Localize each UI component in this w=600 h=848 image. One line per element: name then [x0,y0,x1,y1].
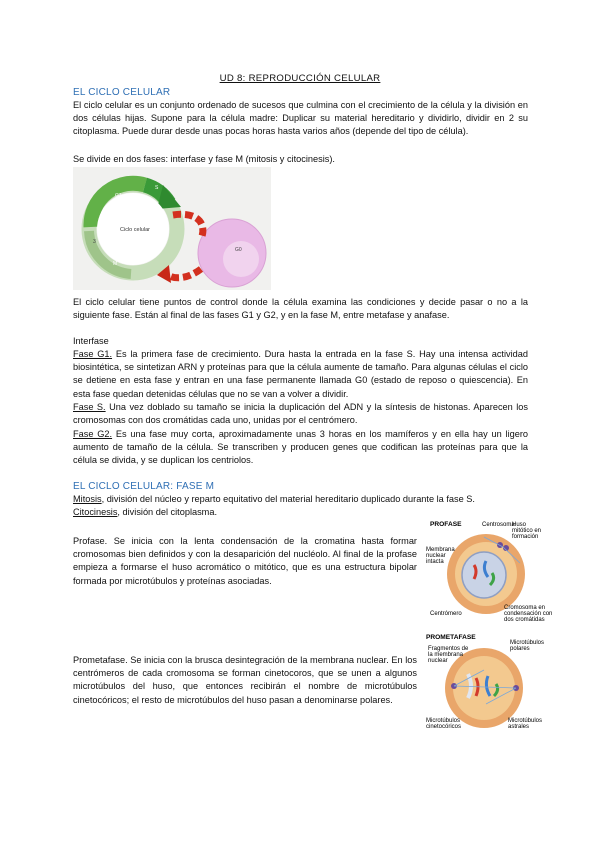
page-title: UD 8: REPRODUCCIÓN CELULAR [219,73,381,84]
cell-cycle-diagram [73,167,271,290]
paragraph-puntos-control: El ciclo celular tiene puntos de control donde la célula examina las condiciones y decide pasar o no a la siguiente fase. Están al final de las fases G1 y G2, y en la fase M, entre metafase y anafase. [73,297,528,321]
prometafase-diagram [424,630,546,738]
paragraph-intro: El ciclo celular es un conjunto ordenado de sucesos que culmina con el crecimiento de la célula y la división en dos células hijas. Supone para la célula madre: Duplicar su material hereditario y dividirlo, dividir en 2 su citoplasma. Puede durar desde unas pocas horas hasta varios años (depende del tipo de célula). [73,100,528,137]
paragraph-prometafase: Prometafase. Se inicia con la brusca desintegración de la membrana nuclear. En los centrómeros de cada cromosoma se forman cinetocoros, que se unen a algunos microtúbulos del huso, que entonces recibirán el nombre de microtúbulos cinetocóricos; el resto de microtúbulos del huso pasan a denominarse polares. [73,655,417,705]
prometafase-polares-label-1: Microtúbulos [510,640,545,646]
fase-s-text: Una vez doblado su tamaño se inicia la duplicación del ADN y la síntesis de histonas. Aparecen los cromosomas con dos cromátidas cada uno, unidas por el centrómero. [73,402,528,426]
prometafase-cineto-label-1: Microtúbulos [426,718,461,724]
profase-cromosoma-label-2: condensación con [504,611,553,617]
prometafase-astrales-label-2: astrales [508,724,530,730]
cell-cycle-figure [73,167,271,290]
cell-cycle-center-label: Ciclo celular [120,227,150,233]
profase-membrana-label-2: nuclear [426,553,446,559]
profase-figure [424,517,553,625]
paragraph-fase-s [73,401,528,427]
profase-huso-label-2: mitótico en [512,528,542,534]
label-g0: G0 [235,247,242,253]
prometafase-frag-label-1: Fragmentos de [428,646,469,652]
fase-g2-text: Es una fase muy corta, aproximadamente unas 3 horas en los mamíferos y en ella hay un ligero aumento de tamaño de la célula. Se transcriben y producen genes que codifican las proteínas para que la célula se divida, y se duplican los centriolos. [73,429,528,466]
label-g1: G1 [115,193,122,199]
profase-diagram [424,517,553,625]
citocinesis-text: , división del citoplasma. [117,507,217,517]
fase-g1-label: Fase G1. [73,349,113,359]
citocinesis-label: Citocinesis [73,507,118,517]
paragraph-fases: Se divide en dos fases: interfase y fase M (mitosis y citocinesis). [73,154,335,164]
prometafase-cineto-label-2: cinetocóricos [426,724,462,730]
prometafase-frag-label-3: nuclear [428,658,448,664]
profase-title: PROFASE [430,521,462,528]
label-g2: G2 [161,223,168,229]
profase-huso-label-1: Huso [512,522,527,528]
profase-centromero-label: Centrómero [430,611,462,617]
profase-huso-label-3: formación [512,534,539,540]
paragraph-fase-g2 [73,428,528,468]
profase-centrosoma-label: Centrosoma [482,522,515,528]
fase-g2-label: Fase G2. [73,429,113,439]
section-heading-interfase: Interfase [73,336,109,346]
fase-g1-text: Es la primera fase de crecimiento. Dura hasta la entrada en la fase S. Hay una intensa actividad biosintética, se sintetizan ARN y proteínas para que la célula aumente de tamaño. Para algunas células el ciclo se detiene en esta fase y entran en una fase permanente llamada G0 (estado de reposo o quiescencia). En esta fase quedan detenidas células que no se van a volver a dividir. [73,349,528,399]
paragraph-mitosis [73,493,528,506]
profase-membrana-label-3: intacta [426,559,444,565]
mitosis-label: Mitosis [73,494,102,504]
fase-s-label: Fase S. [73,402,106,412]
label-3: 3 [93,239,96,245]
prometafase-frag-label-2: la membrana [428,652,464,658]
prometafase-astrales-label-1: Microtúbulos [508,718,543,724]
label-s: S [155,185,159,191]
prometafase-figure [424,630,546,738]
section-heading-ciclo-celular: EL CICLO CELULAR [73,87,171,98]
profase-cromosoma-label-1: Cromosoma en [504,605,546,611]
paragraph-profase: Profase. Se inicia con la lenta condensación de la cromatina hasta formar cromosomas bien definidos y con la desaparición del nucléolo. Al final de la profase empieza a formarse el huso acromático o mitótico, que es una estructura bipolar formada por microtúbulos y proteínas asociadas. [73,536,417,586]
prometafase-title: PROMETAFASE [426,634,476,641]
prometafase-polares-label-2: polares [510,646,530,652]
profase-membrana-label-1: Membrana [426,547,455,553]
label-m: M [113,261,118,267]
mitosis-text: , división del núcleo y reparto equitativo del material hereditario duplicado durante la fase S. [101,494,475,504]
profase-cromosoma-label-3: dos cromátidas [504,617,545,623]
section-heading-fase-m: EL CICLO CELULAR: FASE M [73,481,215,492]
paragraph-fase-g1 [73,348,528,401]
